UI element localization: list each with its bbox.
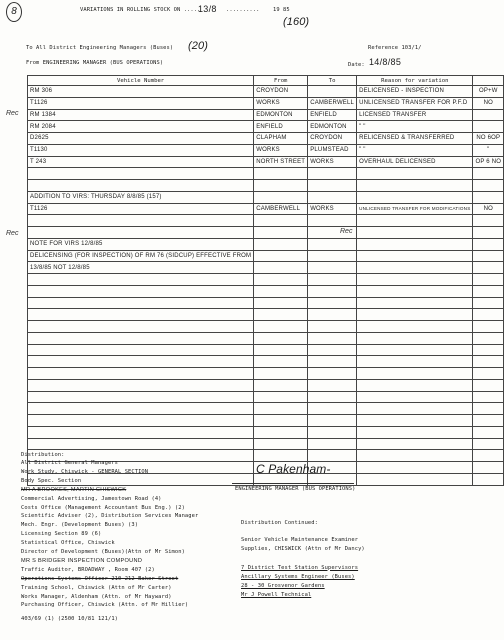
- table-row: [28, 403, 504, 415]
- table-cell-vehicle: [28, 426, 254, 438]
- table-row: [28, 191, 504, 203]
- table-cell-from: [254, 368, 308, 380]
- distribution-continued-entry: 7 District Test Station Supervisors: [241, 564, 359, 571]
- distribution-continued-heading: Distribution Continued:: [241, 520, 318, 526]
- table-cell-flag: [473, 238, 504, 250]
- table-cell-to: [308, 426, 357, 438]
- table-row: [28, 356, 504, 368]
- distribution-entry: Scientific Adviser (2), Distribution Services Manager: [21, 513, 199, 520]
- table-row: [28, 180, 504, 192]
- table-cell-vehicle: [28, 332, 254, 344]
- table-cell-flag: [473, 321, 504, 333]
- table-cell-reason: [357, 215, 473, 227]
- table-cell-from: [254, 285, 308, 297]
- distribution-continued-entry: 28 - 30 Grosvenor Gardens: [241, 583, 325, 589]
- table-cell-from: [254, 168, 308, 180]
- table-row: [28, 109, 504, 121]
- reference-label: Reference 103/1/: [368, 45, 422, 51]
- table-cell-from: [254, 215, 308, 227]
- table-cell-reason: RELICENSED & TRANSFERRED: [357, 133, 473, 145]
- table-cell-vehicle: [28, 391, 254, 403]
- distribution-entry: Purchasing Officer, Chiswick (Attn. of Mr Hillier): [21, 602, 189, 609]
- column-header: From: [254, 76, 308, 86]
- table-row: [28, 379, 504, 391]
- table-cell-to: CAMBERWELL: [308, 97, 357, 109]
- date-label: Date:: [348, 62, 365, 68]
- document-title: [80, 7, 200, 13]
- table-row: [28, 215, 504, 227]
- table-row: [28, 168, 504, 180]
- table-cell-vehicle: [28, 309, 254, 321]
- table-cell-to: [308, 215, 357, 227]
- table-cell-reason: [357, 227, 473, 239]
- title-dots: ..........: [226, 7, 260, 13]
- table-cell-flag: [473, 168, 504, 180]
- distribution-entry: Director of Development (Buses)(Attn of Mr Simon): [21, 549, 185, 555]
- table-cell-reason: [357, 321, 473, 333]
- column-header: [473, 76, 504, 86]
- table-cell-reason: OVERHAUL DELICENSED: [357, 156, 473, 168]
- table-cell-flag: [473, 285, 504, 297]
- table-body: [28, 86, 504, 486]
- table-cell-to: [308, 191, 357, 203]
- signature-title: ENGINEERING MANAGER (BUS OPERATIONS): [235, 486, 356, 492]
- table-row: [28, 227, 504, 239]
- table-cell-reason: [357, 332, 473, 344]
- table-cell-flag: [473, 368, 504, 380]
- margin-note: Rec: [6, 110, 19, 117]
- table-cell-reason: [357, 274, 473, 286]
- table-cell-from: [254, 403, 308, 415]
- table-row: [28, 438, 504, 450]
- table-cell-vehicle: [28, 403, 254, 415]
- handwritten-date: 13/8: [198, 4, 217, 14]
- distribution-heading: Distribution:: [21, 452, 65, 458]
- table-cell-vehicle: ADDITION TO VIRS: THURSDAY 8/8/85 (157): [28, 191, 254, 203]
- table-cell-flag: [473, 262, 504, 274]
- table-cell-reason: [357, 344, 473, 356]
- table-cell-vehicle: T1130: [28, 144, 254, 156]
- table-cell-flag: NO: [473, 203, 504, 215]
- table-cell-flag: [473, 332, 504, 344]
- table-cell-to: [308, 379, 357, 391]
- table-cell-from: [254, 344, 308, 356]
- table-cell-from: [254, 227, 308, 239]
- table-cell-flag: ": [473, 144, 504, 156]
- table-cell-from: [254, 321, 308, 333]
- table-cell-from: [254, 332, 308, 344]
- table-cell-flag: [473, 274, 504, 286]
- column-header: Reason for variation: [357, 76, 473, 86]
- table-cell-reason: [357, 379, 473, 391]
- table-cell-from: [254, 438, 308, 450]
- table-row: [28, 426, 504, 438]
- table-row: [28, 332, 504, 344]
- table-cell-from: ENFIELD: [254, 121, 308, 133]
- table-cell-flag: NO 6OP: [473, 133, 504, 145]
- table-cell-reason: [357, 391, 473, 403]
- distribution-continued-entry: Mr J Powell Technical: [241, 592, 312, 599]
- table-cell-vehicle: DELICENSING (FOR INSPECTION) OF RM 76 (SIDCUP) EFFECTIVE FROM: [28, 250, 254, 262]
- table-cell-to: [308, 356, 357, 368]
- table-row: [28, 368, 504, 380]
- table-cell-to: [308, 297, 357, 309]
- table-cell-flag: [473, 297, 504, 309]
- distribution-entry: Traffic Auditor, BROADWAY , Room 407 (2): [21, 566, 155, 573]
- table-cell-vehicle: RM 306: [28, 86, 254, 98]
- table-cell-to: [308, 262, 357, 274]
- table-cell-from: [254, 250, 308, 262]
- table-row: [28, 144, 504, 156]
- table-cell-reason: [357, 238, 473, 250]
- distribution-entry: MR S BRIDGER INSPECTION COMPOUND: [21, 557, 143, 564]
- table-cell-vehicle: RM 1384: [28, 109, 254, 121]
- distribution-entry: Commercial Advertising, Jamestown Road (4): [21, 495, 162, 502]
- variations-table: [27, 75, 504, 486]
- table-cell-from: [254, 426, 308, 438]
- table-cell-to: [308, 391, 357, 403]
- table-cell-to: [308, 415, 357, 427]
- table-cell-reason: DELICENSED - INSPECTION: [357, 86, 473, 98]
- table-cell-vehicle: 13/8/85 NOT 12/8/85: [28, 262, 254, 274]
- table-header-row: [28, 76, 504, 86]
- table-cell-flag: OP+W: [473, 86, 504, 98]
- distribution-entry: MR A BROOKES, MARTIN CHISWICK: [21, 486, 127, 493]
- margin-note-inline: Rec: [340, 228, 353, 235]
- table-cell-to: [308, 344, 357, 356]
- table-cell-from: [254, 309, 308, 321]
- table-cell-from: WORKS: [254, 144, 308, 156]
- table-cell-reason: " ": [357, 144, 473, 156]
- table-cell-from: [254, 391, 308, 403]
- table-cell-from: [254, 191, 308, 203]
- table-cell-reason: [357, 438, 473, 450]
- distribution-continued-entry: Ancillary Systems Engineer (Buses): [241, 573, 355, 580]
- table-cell-reason: [357, 403, 473, 415]
- distribution-continued-entry: Senior Vehicle Maintenance Examiner: [241, 537, 359, 543]
- table-cell-reason: [357, 168, 473, 180]
- distribution-entry: Licensing Section 89 (6): [21, 531, 102, 538]
- table-cell-to: [308, 250, 357, 262]
- table-cell-vehicle: [28, 215, 254, 227]
- table-cell-from: WORKS: [254, 97, 308, 109]
- table-cell-vehicle: [28, 321, 254, 333]
- table-cell-to: [308, 403, 357, 415]
- to-line: To All District Engineering Managers (Buses): [26, 45, 174, 51]
- table-cell-to: [308, 238, 357, 250]
- table-cell-vehicle: [28, 227, 254, 239]
- table-cell-from: [254, 450, 308, 462]
- table-cell-to: EDMONTON: [308, 121, 357, 133]
- circled-extra: (160): [283, 16, 310, 28]
- table-row: [28, 274, 504, 286]
- circled-number: 8: [6, 2, 22, 22]
- table-row: [28, 133, 504, 145]
- table-cell-flag: [473, 109, 504, 121]
- table-row: [28, 203, 504, 215]
- table-row: [28, 250, 504, 262]
- table-cell-flag: OP 6 NO: [473, 156, 504, 168]
- table-cell-from: [254, 262, 308, 274]
- table-cell-flag: [473, 180, 504, 192]
- table-row: [28, 321, 504, 333]
- table-cell-from: NORTH STREET: [254, 156, 308, 168]
- table-cell-reason: [357, 473, 473, 485]
- table-cell-vehicle: [28, 344, 254, 356]
- table-row: [28, 415, 504, 427]
- column-header: Vehicle Number: [28, 76, 254, 86]
- table-row: [28, 285, 504, 297]
- to-number: (20): [188, 40, 208, 52]
- table-cell-to: [308, 321, 357, 333]
- table-cell-flag: [473, 379, 504, 391]
- signature-line: [232, 483, 354, 484]
- table-cell-vehicle: [28, 168, 254, 180]
- table-cell-flag: [473, 309, 504, 321]
- table-cell-from: EDMONTON: [254, 109, 308, 121]
- table-cell-vehicle: D2625: [28, 133, 254, 145]
- distribution-entry: Mech. Engr. (Development Buses) (3): [21, 522, 139, 529]
- table-cell-from: [254, 379, 308, 391]
- table-cell-to: [308, 285, 357, 297]
- table-cell-vehicle: T1126: [28, 97, 254, 109]
- distribution-entry: Work Study, Chiswick - GENERAL SECTION: [21, 468, 149, 475]
- table-row: [28, 297, 504, 309]
- table-cell-reason: LICENSED TRANSFER: [357, 109, 473, 121]
- distribution-entry: All District General Managers: [21, 460, 119, 466]
- table-cell-flag: [473, 438, 504, 450]
- table-cell-reason: [357, 462, 473, 474]
- table-cell-to: PLUMSTEAD: [308, 144, 357, 156]
- table-cell-reason: [357, 262, 473, 274]
- table-cell-vehicle: [28, 274, 254, 286]
- table-row: [28, 121, 504, 133]
- signature: C Pakenham-: [256, 462, 331, 476]
- table-cell-reason: [357, 368, 473, 380]
- margin-note: Rec: [6, 230, 19, 237]
- table-cell-from: CAMBERWELL: [254, 203, 308, 215]
- table-cell-vehicle: [28, 285, 254, 297]
- table-cell-vehicle: T1126: [28, 203, 254, 215]
- form-number: 403/69 (1) (2500 10/81 121/1): [21, 616, 119, 622]
- table-cell-flag: [473, 450, 504, 462]
- title-year: 19 85: [273, 7, 290, 13]
- table-cell-from: CLAPHAM: [254, 133, 308, 145]
- table-cell-to: [308, 450, 357, 462]
- table-row: [28, 238, 504, 250]
- table-cell-to: ENFIELD: [308, 109, 357, 121]
- table-cell-to: [308, 332, 357, 344]
- table-cell-flag: [473, 462, 504, 474]
- table-cell-reason: [357, 415, 473, 427]
- title-text: VARIATIONS IN ROLLING STOCK ON .....: [80, 7, 201, 13]
- table-cell-flag: [473, 356, 504, 368]
- table-cell-reason: [357, 191, 473, 203]
- table-cell-to: [308, 274, 357, 286]
- from-line: From ENGINEERING MANAGER (BUS OPERATIONS): [26, 60, 164, 66]
- distribution-entry: Training School, Chiswick (Attn of Mr Carter): [21, 584, 172, 591]
- table-cell-reason: [357, 309, 473, 321]
- table-cell-to: [308, 309, 357, 321]
- distribution-entry: Statistical Office, Chiswick: [21, 540, 115, 547]
- table-cell-reason: UNLICENSED TRANSFER FOR P.F.D: [357, 97, 473, 109]
- table-cell-to: [308, 368, 357, 380]
- distribution-continued-entry: Supplies, CHISWICK (Attn of Mr Dancy): [241, 546, 365, 553]
- table-cell-vehicle: [28, 379, 254, 391]
- table-cell-vehicle: NOTE FOR VIRS 12/8/85: [28, 238, 254, 250]
- table-cell-to: [308, 180, 357, 192]
- table-cell-flag: [473, 391, 504, 403]
- table-cell-vehicle: RM 2084: [28, 121, 254, 133]
- table-cell-to: [308, 438, 357, 450]
- table-cell-reason: [357, 285, 473, 297]
- table-cell-to: CROYDON: [308, 133, 357, 145]
- column-header: To: [308, 76, 357, 86]
- table-cell-flag: [473, 344, 504, 356]
- table-row: [28, 391, 504, 403]
- table-cell-flag: [473, 121, 504, 133]
- table-cell-from: [254, 415, 308, 427]
- table-cell-flag: [473, 191, 504, 203]
- table-cell-reason: [357, 356, 473, 368]
- table-cell-reason: [357, 450, 473, 462]
- table-cell-reason: [357, 426, 473, 438]
- table-cell-flag: NO: [473, 97, 504, 109]
- distribution-entry: Works Manager, Aldenham (Attn. of Mr Hayward): [21, 593, 172, 600]
- table-cell-reason: [357, 297, 473, 309]
- table-cell-to: [308, 86, 357, 98]
- table-row: [28, 156, 504, 168]
- table-cell-flag: [473, 215, 504, 227]
- table-cell-flag: [473, 403, 504, 415]
- distribution-entry: Costs Office (Management Accountant Bus Eng.) (2): [21, 504, 185, 511]
- date-value: 14/8/85: [369, 57, 402, 67]
- table-row: [28, 309, 504, 321]
- table-cell-from: [254, 356, 308, 368]
- table-cell-vehicle: [28, 368, 254, 380]
- table-cell-vehicle: [28, 297, 254, 309]
- table-cell-flag: [473, 227, 504, 239]
- table-row: [28, 262, 504, 274]
- table-cell-vehicle: [28, 180, 254, 192]
- distribution-entry: Body Spec. Section: [21, 477, 82, 484]
- table-cell-reason: UNLICENSED TRANSFER FOR MODIFICATIONS: [357, 203, 473, 215]
- table-cell-flag: [473, 250, 504, 262]
- table-cell-reason: " ": [357, 121, 473, 133]
- table-cell-from: CROYDON: [254, 86, 308, 98]
- distribution-entry: Operations Systems Officer 210-212 Baker Street: [21, 575, 179, 582]
- table-row: [28, 86, 504, 98]
- table-cell-flag: [473, 473, 504, 485]
- table-row: [28, 344, 504, 356]
- table-cell-vehicle: [28, 415, 254, 427]
- table-cell-flag: [473, 415, 504, 427]
- table-cell-to: WORKS: [308, 203, 357, 215]
- table-cell-to: WORKS: [308, 156, 357, 168]
- table-row: [28, 97, 504, 109]
- table-cell-vehicle: T 243: [28, 156, 254, 168]
- table-cell-from: [254, 297, 308, 309]
- table-cell-from: [254, 274, 308, 286]
- table-cell-from: [254, 238, 308, 250]
- table-cell-reason: [357, 180, 473, 192]
- table-cell-to: [308, 168, 357, 180]
- table-cell-vehicle: [28, 438, 254, 450]
- table-cell-reason: [357, 250, 473, 262]
- table-cell-flag: [473, 426, 504, 438]
- table-cell-from: [254, 180, 308, 192]
- table-cell-vehicle: [28, 356, 254, 368]
